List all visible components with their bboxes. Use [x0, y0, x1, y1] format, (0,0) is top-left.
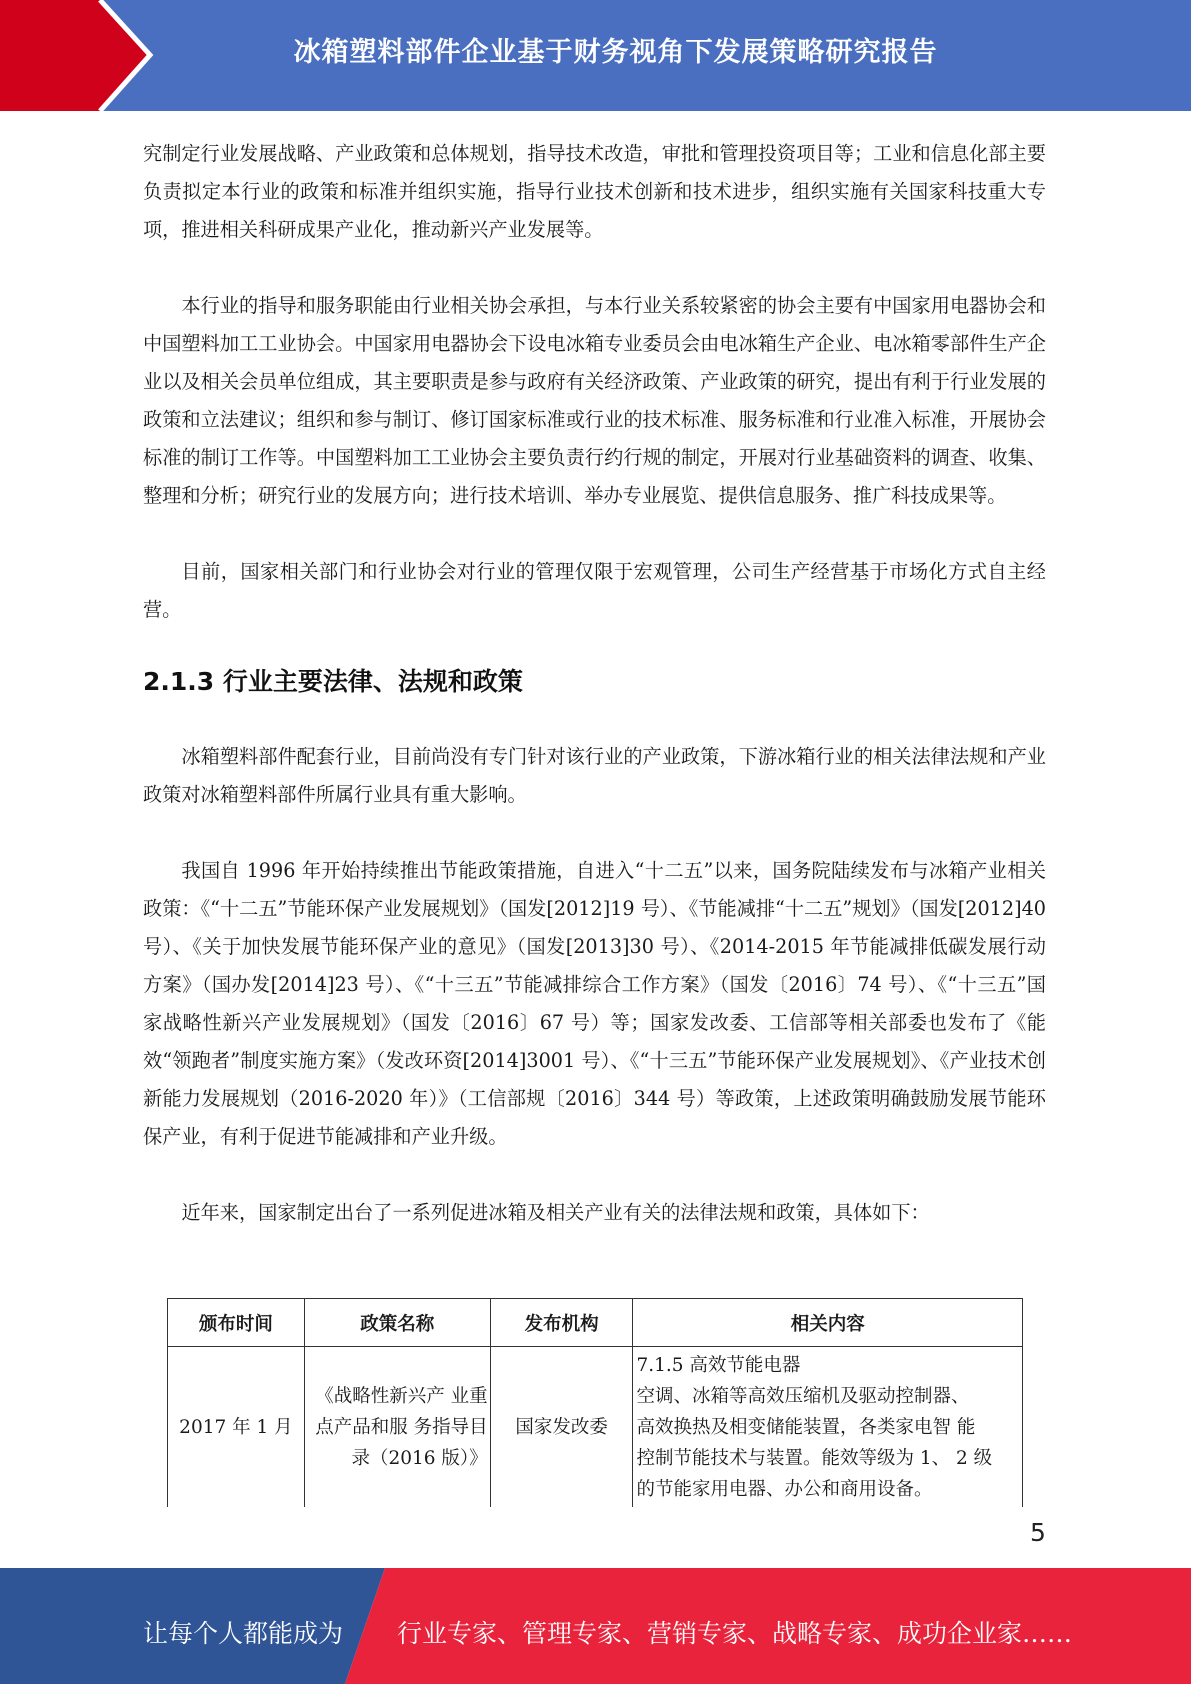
- col-header-content: 相关内容: [633, 1299, 1023, 1347]
- page-footer: [0, 1568, 1191, 1684]
- col-header-policy-name: 政策名称: [304, 1299, 490, 1347]
- page-number: 5: [1030, 1518, 1046, 1547]
- paragraph-industry-policy: 冰箱塑料部件配套行业，目前尚没有专门针对该行业的产业政策，下游冰箱行业的相关法律法规和产业政策对冰箱塑料部件所属行业具有重大影响。: [143, 745, 1046, 806]
- footer-slogan-right: 行业专家、管理专家、营销专家、战略专家、成功企业家……: [397, 1619, 1073, 1648]
- paragraph-associations: 本行业的指导和服务职能由行业相关协会承担，与本行业关系较紧密的协会主要有中国家用电器协会和中国塑料加工工业协会。中国家用电器协会下设电冰箱专业委员会由电冰箱生产企业、电冰箱零部件生产企业以及相关会员单位组成，其主要职责是参与政府有关经济政策、产业政策的研究，提出有利于行业发展的政策和立法建议；组织和参与制订、修订国家标准或行业的技术标准、服务标准和行业准入标准，开展协会标准的制订工作等。中国塑料加工工业协会主要负责行约行规的制定，开展对行业基础资料的调查、收集、整理和分析；研究行业的发展方向；进行技术培训、举办专业展览、提供信息服务、推广科技成果等。: [143, 294, 1046, 507]
- col-header-issuer: 发布机构: [490, 1299, 633, 1347]
- page-header: [0, 0, 1191, 111]
- paragraph-table-intro: 近年来，国家制定出台了一系列促进冰箱及相关产业有关的法律法规和政策，具体如下：: [181, 1201, 930, 1224]
- policy-table: [167, 1298, 1023, 1507]
- cell-policy-name: 《战略性新兴产 业重点产品和服 务指导目录（2016 版）》: [304, 1347, 490, 1508]
- paragraph-regulators: 究制定行业发展战略、产业政策和总体规划，指导技术改造，审批和管理投资项目等；工业和信息化部主要负责拟定本行业的政策和标准并组织实施，指导行业技术创新和技术进步，组织实施有关国家科技重大专项，推进相关科研成果产业化，推动新兴产业发展等。: [143, 142, 1046, 241]
- col-header-date: 颁布时间: [168, 1299, 305, 1347]
- paragraph-energy-policies: 我国自 1996 年开始持续推出节能政策措施，自进入“十二五”以来，国务院陆续发布与冰箱产业相关政策：《“十二五”节能环保产业发展规划》（国发[2012]19 号）、《节能减排“十二五”规划》（国发[2012]40 号）、《关于加快发展节能环保产业的意见》（国发[2013]30 号）、《2014-2015 年节能减排低碳发展行动方案》（国办发[2014]23 号）、《“十三五”节能减排综合工作方案》（国发〔2016〕74 号）、《“十三五”国家战略性新兴产业发展规划》（国发〔2016〕67 号）等；国家发改委、工信部等相关部委也发布了《能效“领跑者”制度实施方案》（发改环资[2014]3001 号）、《“十三五”节能环保产业发展规划》、《产业技术创新能力发展规划（2016-2020 年）》（工信部规〔2016〕344 号）等政策，上述政策明确鼓励发展节能环保产业，有利于促进节能减排和产业升级。: [143, 859, 1046, 1148]
- section-heading: 2.1.3 行业主要法律、法规和政策: [143, 667, 523, 696]
- cell-content: [633, 1347, 1023, 1508]
- table-header-row: [168, 1299, 1023, 1347]
- table-row: [168, 1347, 1023, 1508]
- content-line: 高效换热及相变储能装置，各类家电智 能: [636, 1416, 976, 1438]
- paragraph-management: 目前，国家相关部门和行业协会对行业的管理仅限于宏观管理，公司生产经营基于市场化方式自主经营。: [143, 560, 1046, 621]
- document-body: [143, 135, 1046, 1232]
- report-title: 冰箱塑料部件企业基于财务视角下发展策略研究报告: [293, 37, 938, 68]
- content-line: 的节能家用电器、办公和商用设备。: [636, 1478, 933, 1500]
- content-line: 控制节能技术与装置。能效等级为 1、 2 级: [636, 1447, 993, 1469]
- footer-slogan-left: 让每个人都能成为: [143, 1619, 344, 1648]
- cell-date: 2017 年 1 月: [168, 1347, 305, 1508]
- content-line: 7.1.5 高效节能电器: [636, 1354, 801, 1376]
- content-line: 空调、冰箱等高效压缩机及驱动控制器、: [636, 1385, 970, 1407]
- cell-issuer: 国家发改委: [490, 1347, 633, 1508]
